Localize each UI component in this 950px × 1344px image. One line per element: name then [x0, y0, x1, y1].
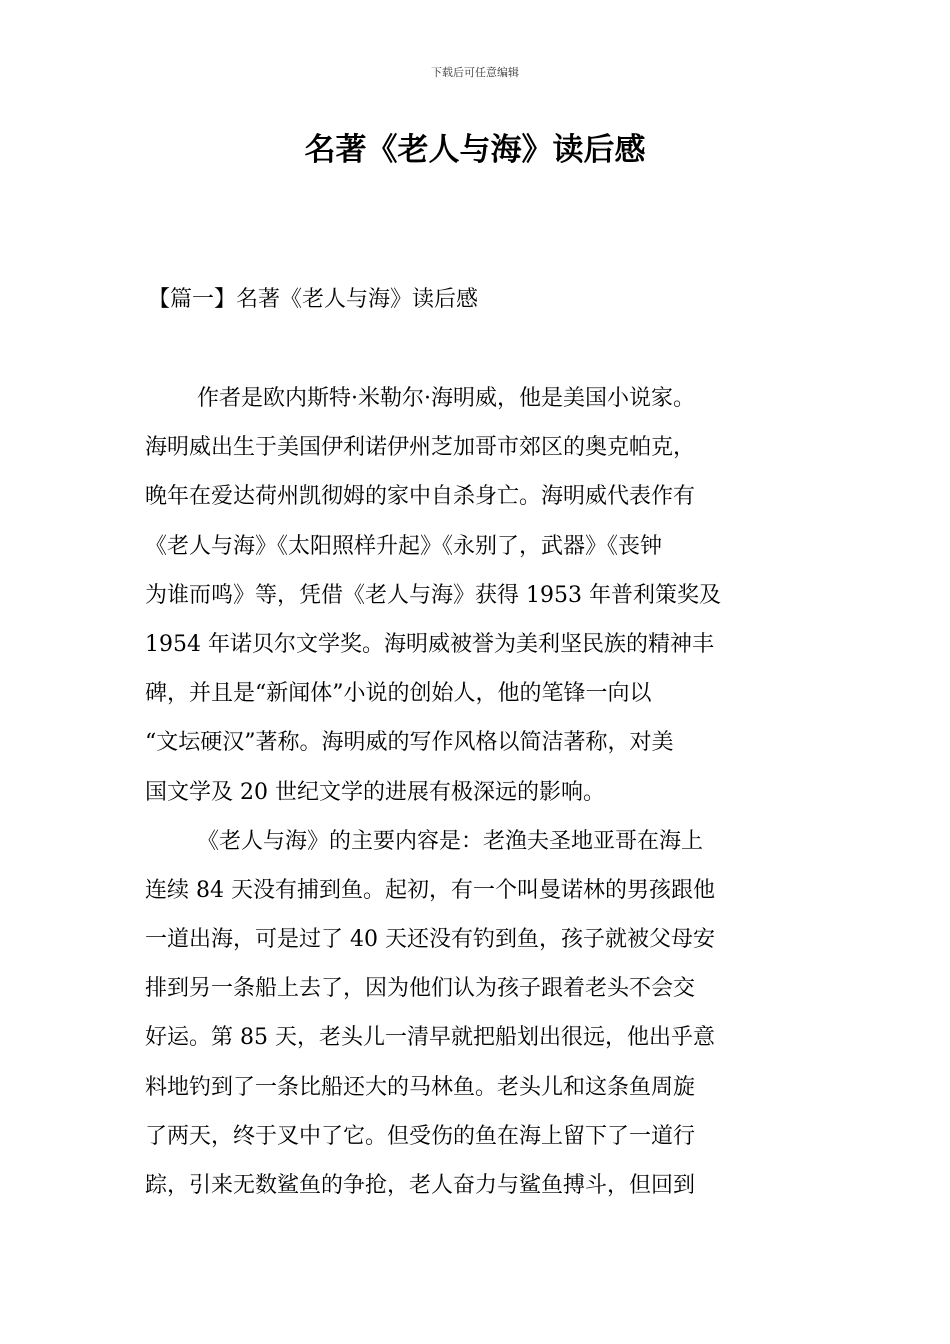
section-heading: 【篇一】名著《老人与海》读后感 — [148, 287, 479, 312]
paragraph-line: 一道出海，可是过了 40 天还没有钓到鱼，孩子就被父母安 — [145, 927, 715, 953]
paragraph-line: 碑，并且是“新闻体”小说的创始人，他的笔锋一向以 — [145, 681, 652, 707]
paragraph-line: 《老人与海》《太阳照样升起》《永别了，武器》《丧钟 — [145, 533, 663, 559]
paragraph-line: 海明威出生于美国伊利诺伊州芝加哥市郊区的奥克帕克， — [145, 435, 696, 461]
paragraph-line: 料地钓到了一条比船还大的马林鱼。老头儿和这条鱼周旋 — [145, 1074, 696, 1100]
paragraph-line: 排到另一条船上去了，因为他们认为孩子跟着老头不会交 — [145, 976, 696, 1002]
paragraph-line: 为谁而鸣》等，凭借《老人与海》获得 1953 年普利策奖及 — [145, 582, 721, 608]
paragraph-line: 连续 84 天没有捕到鱼。起初，有一个叫曼诺林的男孩跟他 — [145, 877, 715, 903]
paragraph-line: 作者是欧内斯特·米勒尔·海明威，他是美国小说家。 — [197, 386, 695, 411]
paragraph-line: 1954 年诺贝尔文学奖。海明威被誉为美利坚民族的精神丰 — [145, 631, 714, 657]
header-note: 下载后可任意编辑 — [431, 66, 519, 79]
document-title: 名著《老人与海》读后感 — [304, 132, 646, 168]
paragraph-line: “文坛硬汉”著称。海明威的写作风格以简洁著称，对美 — [145, 730, 674, 756]
paragraph-line: 好运。第 85 天，老头儿一清早就把船划出很远，他出乎意 — [145, 1025, 715, 1051]
paragraph-line: 晚年在爱达荷州凯彻姆的家中自杀身亡。海明威代表作有 — [145, 484, 696, 510]
paragraph-line: 《老人与海》的主要内容是：老渔夫圣地亚哥在海上 — [197, 828, 704, 854]
paragraph-line: 了两天，终于叉中了它。但受伤的鱼在海上留下了一道行 — [145, 1123, 696, 1149]
paragraph-line: 国文学及 20 世纪文学的进展有极深远的影响。 — [145, 779, 605, 805]
paragraph-line: 踪，引来无数鲨鱼的争抢，老人奋力与鲨鱼搏斗，但回到 — [145, 1173, 696, 1198]
body-text — [145, 378, 835, 1214]
